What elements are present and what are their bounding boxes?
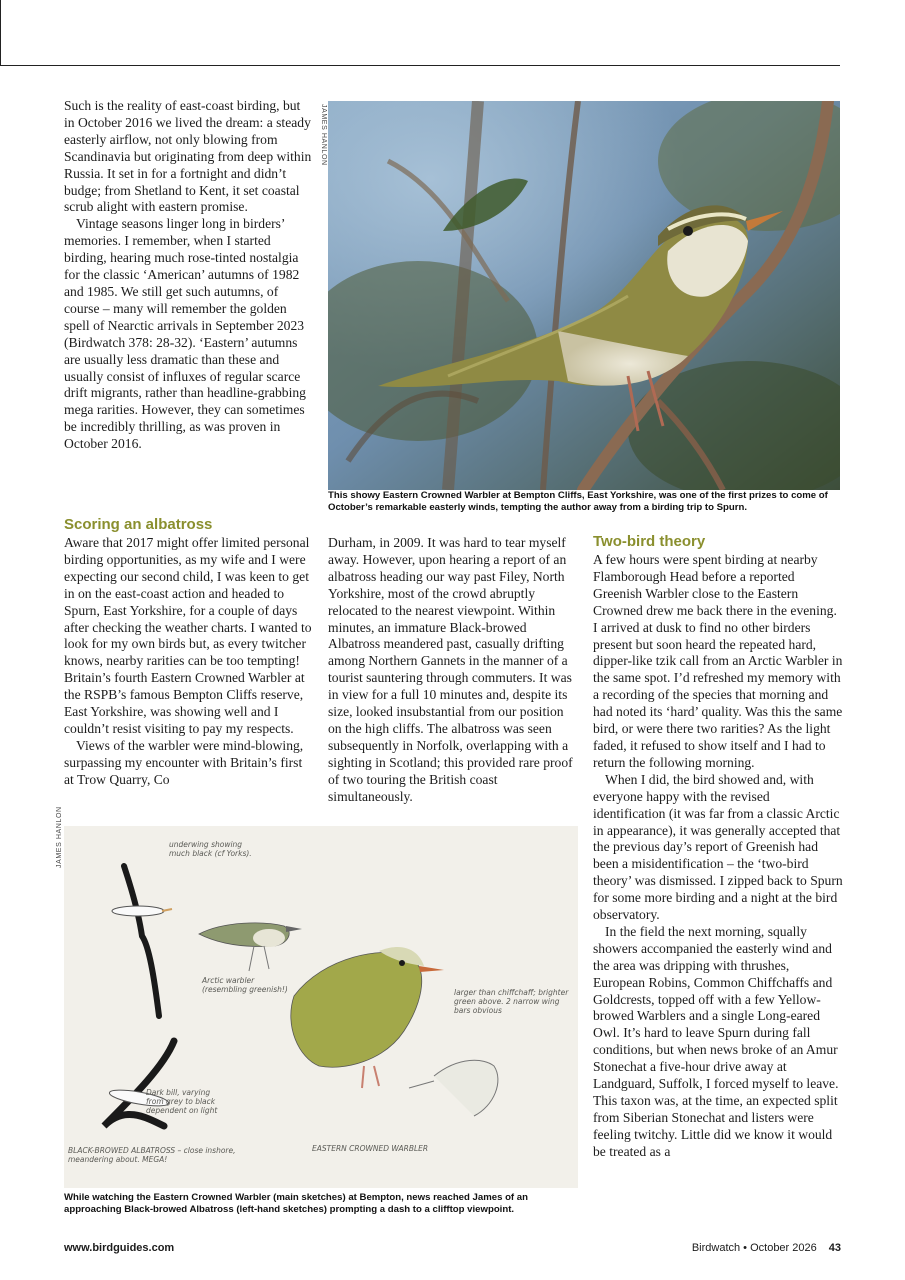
section2-heading: Two-bird theory <box>593 533 706 550</box>
sketch-note-underwing: underwing showing much black (cf Yorks). <box>169 840 252 858</box>
section1-continued-paragraph: Durham, in 2009. It was hard to tear myself away. However, upon hearing a report of an albatross heading our way past Filey, North Yorkshire, most of the crowd abruptly relocated to the nearest viewpoint. Within minutes, an immature Black-browed Albatross meandered past, casually drifting among Northern Gannets in the manner of a tourist sauntering through commuters. It was in view for a full 10 minutes and, despite its size, looked insubstantial from our position on the high cliffs. The albatross was seen subsequently in Norfolk, overlapping with a sighting in Scotland; this provided rare proof of two touring the British coast simultaneously. <box>328 535 573 804</box>
sketch-note-black-browed-albatross: BLACK-BROWED ALBATROSS – close inshore, meandering about. MEGA! <box>68 1146 236 1164</box>
photo-credit-1: JAMES HANLON <box>320 104 327 166</box>
section1-column-2 <box>328 535 578 806</box>
photo-credit-2: JAMES HANLON <box>56 806 63 868</box>
field-sketch-illustration <box>64 826 578 1188</box>
sketch-note-larger-than-chiffchaff: larger than chiffchaff; brighter green above. 2 narrow wing bars obvious <box>454 988 569 1015</box>
intro-column <box>64 98 314 453</box>
footer-url: www.birdguides.com <box>64 1242 175 1254</box>
intro-paragraph-1: Such is the reality of east-coast birding, but in October 2016 we lived the dream: a steady easterly airflow, not only blowing from Scandinavia but originating from deep within Russia. It set in for a fortnight and didn’t budge; from Shetland to Kent, it set coastal scrub alight with eastern promise. <box>64 98 312 215</box>
photo-caption-2: While watching the Eastern Crowned Warbler (main sketches) at Bempton, news reached James of an approaching Black-browed Albatross (left-hand sketches) prompting a dash to a clifftop viewpoint. <box>64 1192 528 1216</box>
sketch-note-eastern-crowned-warbler: EASTERN CROWNED WARBLER <box>312 1144 429 1153</box>
footer-magazine-issue: Birdwatch • October 2026 <box>691 1242 817 1254</box>
section2-column <box>593 533 843 1161</box>
photo-caption-1: This showy Eastern Crowned Warbler at Bempton Cliffs, East Yorkshire, was one of the first prizes to come of October’s remarkable easterly winds, tempting the author away from a birding trip to Spurn. <box>328 490 828 514</box>
eastern-crowned-warbler-photo <box>328 101 840 490</box>
page-corner-rule-vertical <box>0 0 1 66</box>
section1-heading: Scoring an albatross <box>64 516 213 533</box>
intro-paragraph-2: Vintage seasons linger long in birders’ memories. I remember, when I started birding, hearing much rose-tinted nostalgia for the classic ‘American’ autumns of 1982 and 1985. We still get such autumns, of course – many will remember the golden spell of Nearctic arrivals in September 2023 (Birdwatch 378: 28-32). ‘Eastern’ autumns are usually less dramatic than these and usually consist of influxes of regular scarce drift migrants, rather than headline-grabbing mega rarities. However, they can sometimes be incredibly thrilling, as was proven in October 2016. <box>64 216 306 452</box>
section2-paragraph-3: In the field the next morning, squally showers accompanied the easterly wind and the area was dripping with thrushes, European Robins, Common Chiffchaffs and Goldcrests, topped off with a few Yellow-browed Warblers and a single Long-eared Owl. It’s hard to leave Spurn during fall conditions, but when news broke of an Amur Stonechat a five-hour drive away at Landguard, Suffolk, I forced myself to leave. This taxon was, at the time, an expected split from Siberian Stonechat and listers were feeling twitchy. Little did we know it would be treated as a <box>593 923 839 1159</box>
sketch-note-dark-bill: Dark bill, varying from grey to black dependent on light <box>146 1088 218 1115</box>
section1-paragraph-1: Aware that 2017 might offer limited personal birding opportunities, as my wife and I were expecting our second child, I was keen to get in on the east-coast action and headed to Spurn, East Yorkshire, for a couple of days after checking the weather charts. I wanted to look for my own birds but, as every twitcher knows, nearby rarities can be too tempting! Britain’s fourth Eastern Crowned Warbler at the RSPB’s famous Bempton Cliffs reserve, East Yorkshire, was showing well and I couldn’t resist visiting to pay my respects. <box>64 535 312 736</box>
section2-paragraph-2: When I did, the bird showed and, with everyone happy with the revised identification (it was far from a classic Arctic in appearance), it was generally accepted that the previous day’s report of Greenish had been a misidentification – the ‘two-bird theory’ was dismissed. I zipped back to Spurn for some more birding and a night at the bird observatory. <box>593 771 843 923</box>
section1-column-1 <box>64 516 314 789</box>
page-number: 43 <box>828 1242 841 1254</box>
section2-paragraph-1: A few hours were spent birding at nearby Flamborough Head before a reported Greenish Warbler close to the Eastern Crowned drew me back there in the evening. I arrived at dusk to find no other birders present but soon heard the repeated hard, dipper-like tzik call from an Arctic Warbler in the same spot. I’d refreshed my memory with a recording of the species that morning and had noted its ‘hard’ quality. Was this the same bird, or were there two rarities? As the light faded, it refused to show itself and I had to return the following morning. <box>593 552 843 770</box>
sketch-note-arctic-warbler: Arctic warbler (resembling greenish!) <box>202 976 288 994</box>
warbler-photo-illustration <box>328 101 840 490</box>
footer-magazine <box>692 1242 841 1254</box>
section1-paragraph-2: Views of the warbler were mind-blowing, surpassing my encounter with Britain’s first at Trow Quarry, Co <box>64 737 304 787</box>
page-top-rule <box>0 65 840 66</box>
